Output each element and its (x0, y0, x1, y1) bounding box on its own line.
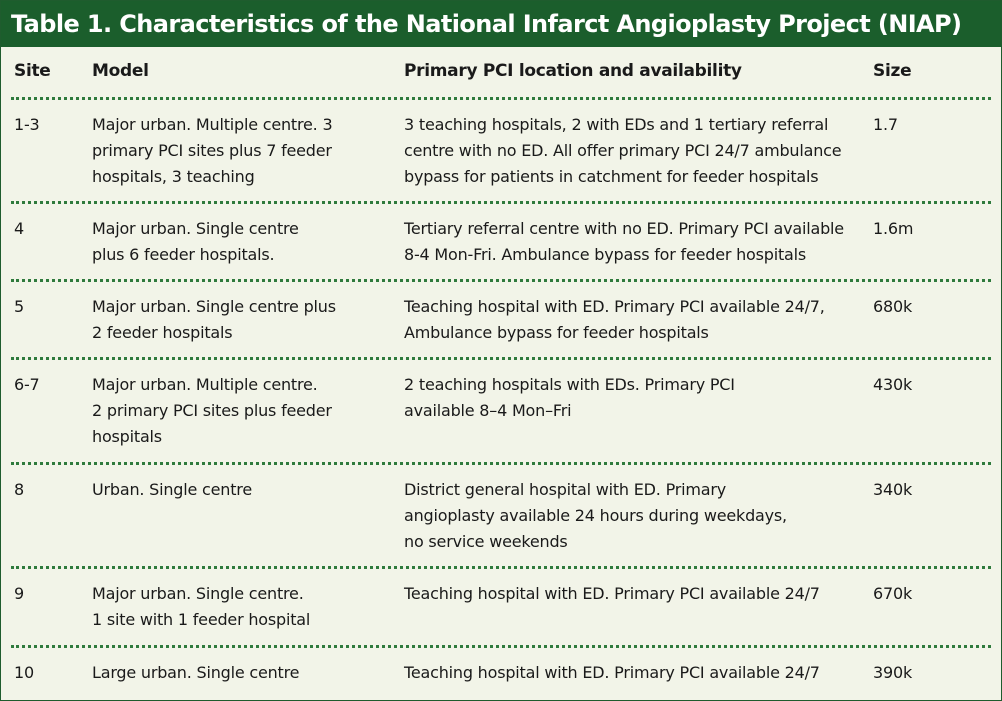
cell-size: 670k (873, 584, 913, 603)
cell-site: 10 (14, 663, 34, 682)
cell-model: Major urban. Single centre plus 2 feeder hospitals (92, 297, 336, 342)
cell-site: 4 (14, 219, 24, 238)
table-row (1, 100, 1001, 201)
header-model: Model (92, 61, 149, 81)
table-title: Table 1. Characteristics of the National Infarct Angioplasty Project (NIAP) (1, 1, 1001, 47)
cell-location: 2 teaching hospitals with EDs. Primary PCI available 8–4 Mon–Fri (404, 375, 735, 420)
header-size: Size (873, 61, 912, 81)
cell-location: Teaching hospital with ED. Primary PCI available 24/7 (404, 663, 820, 682)
cell-model: Major urban. Single centre. 1 site with 1 feeder hospital (92, 584, 311, 629)
cell-size: 340k (873, 480, 913, 499)
cell-model: Urban. Single centre (92, 480, 252, 499)
cell-site: 8 (14, 480, 24, 499)
table-row (1, 282, 1001, 357)
table-row (1, 360, 1001, 462)
cell-size: 680k (873, 297, 913, 316)
table-row (1, 648, 1001, 698)
cell-location: District general hospital with ED. Primary angioplasty available 24 hours during weekdays, no service weekends (404, 480, 787, 551)
cell-size: 390k (873, 663, 913, 682)
cell-site: 5 (14, 297, 24, 316)
cell-model: Major urban. Multiple centre. 3 primary PCI sites plus 7 feeder hospitals, 3 teaching (92, 115, 333, 186)
cell-site: 9 (14, 584, 24, 603)
cell-location: 3 teaching hospitals, 2 with EDs and 1 tertiary referral centre with no ED. All offer primary PCI 24/7 ambulance bypass for patients in catchment for feeder hospitals (404, 115, 842, 186)
cell-location: Teaching hospital with ED. Primary PCI available 24/7, Ambulance bypass for feeder hospitals (404, 297, 825, 342)
cell-location: Tertiary referral centre with no ED. Primary PCI available 8-4 Mon-Fri. Ambulance bypass for feeder hospitals (404, 219, 844, 264)
header-location: Primary PCI location and availability (404, 61, 742, 81)
cell-site: 6-7 (14, 375, 40, 394)
table-header-row (1, 47, 1001, 97)
cell-size: 1.6m (873, 219, 914, 238)
table-row (1, 204, 1001, 279)
cell-model: Major urban. Single centre plus 6 feeder hospitals. (92, 219, 299, 264)
table-row (1, 465, 1001, 566)
cell-site: 1-3 (14, 115, 40, 134)
cell-size: 1.7 (873, 115, 898, 134)
header-site: Site (14, 61, 51, 81)
cell-size: 430k (873, 375, 913, 394)
cell-model: Large urban. Single centre (92, 663, 300, 682)
cell-model: Major urban. Multiple centre. 2 primary PCI sites plus feeder hospitals (92, 375, 332, 446)
cell-location: Teaching hospital with ED. Primary PCI available 24/7 (404, 584, 820, 603)
table-row (1, 569, 1001, 645)
